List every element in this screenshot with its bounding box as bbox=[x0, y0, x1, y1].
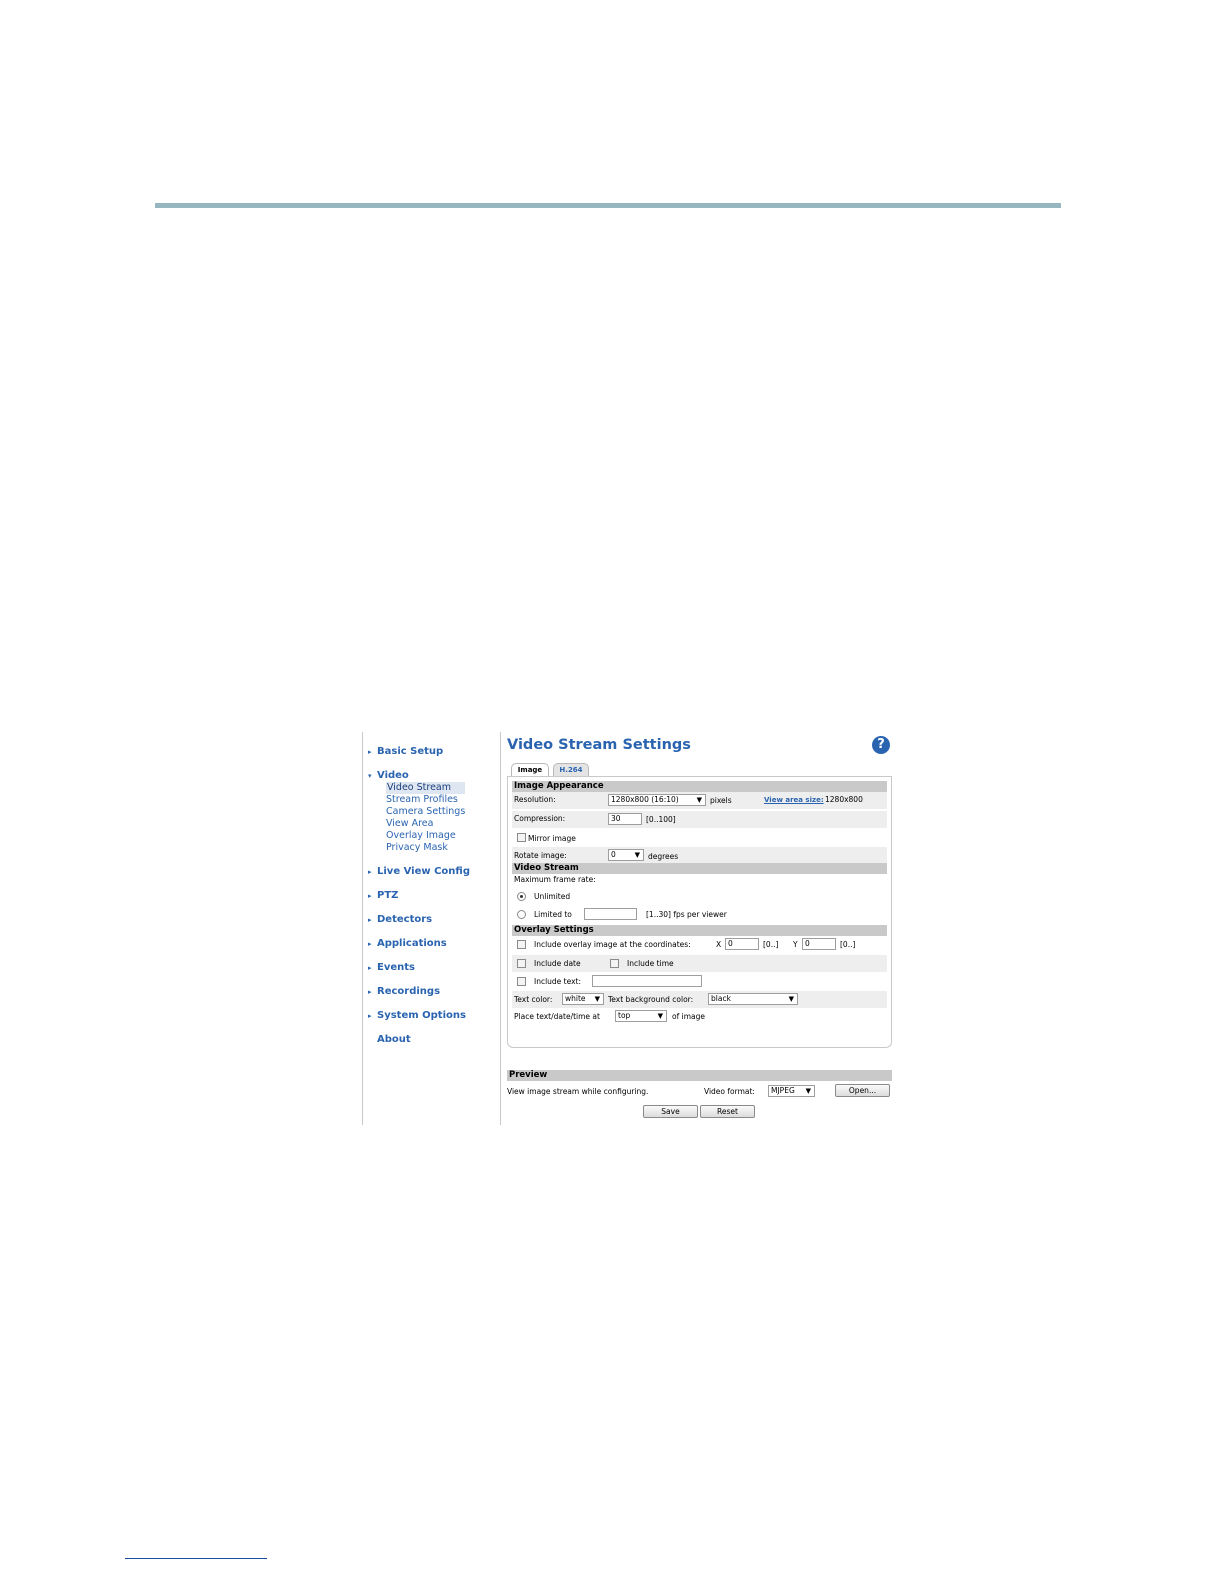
include-text-checkbox[interactable] bbox=[517, 977, 526, 986]
sidebar-item-basic-setup[interactable]: ▸ Basic Setup bbox=[368, 746, 444, 757]
resolution-select[interactable]: 1280x800 (16:10) ▼ bbox=[608, 794, 706, 806]
limited-radio[interactable] bbox=[517, 910, 526, 919]
dropdown-arrow-icon: ▼ bbox=[634, 851, 640, 859]
rotate-row bbox=[512, 847, 887, 864]
caret-right-icon: ▸ bbox=[368, 1012, 372, 1020]
overlay-image-row bbox=[512, 936, 887, 953]
dropdown-arrow-icon: ▼ bbox=[657, 1012, 663, 1020]
section-video-stream: Video Stream bbox=[512, 863, 887, 874]
include-date-label: Include date bbox=[534, 959, 581, 968]
include-text-label: Include text: bbox=[534, 977, 582, 986]
caret-right-icon: ▸ bbox=[368, 748, 372, 756]
overlay-y-input[interactable]: 0 bbox=[802, 938, 836, 950]
caret-right-icon: ▸ bbox=[368, 892, 372, 900]
date-time-row bbox=[512, 955, 887, 972]
unlimited-label: Unlimited bbox=[534, 892, 571, 901]
save-button[interactable]: Save bbox=[643, 1105, 698, 1118]
mirror-row bbox=[512, 830, 887, 847]
sidebar-item-live-view-config[interactable]: ▸ Live View Config bbox=[368, 866, 470, 877]
subnav-camera-settings[interactable]: Camera Settings bbox=[386, 806, 466, 817]
sidebar-item-video[interactable]: ▾ Video bbox=[368, 770, 409, 781]
compression-range: [0..100] bbox=[646, 815, 676, 824]
camera-settings-ui bbox=[362, 732, 892, 1125]
limited-label: Limited to bbox=[534, 910, 572, 919]
overlay-x-input[interactable]: 0 bbox=[725, 938, 759, 950]
footer-rule bbox=[125, 1558, 267, 1559]
mirror-image-label: Mirror image bbox=[528, 834, 576, 843]
tab-h264[interactable]: H.264 bbox=[553, 763, 589, 777]
resolution-row bbox=[512, 792, 887, 809]
compression-row bbox=[512, 811, 887, 828]
dropdown-arrow-icon: ▼ bbox=[805, 1087, 811, 1095]
page-title: Video Stream Settings bbox=[507, 737, 691, 753]
tab-image[interactable]: Image bbox=[511, 763, 549, 777]
video-format-label: Video format: bbox=[704, 1087, 755, 1096]
place-text-select[interactable]: top ▼ bbox=[615, 1010, 667, 1022]
open-button[interactable]: Open... bbox=[835, 1084, 890, 1097]
dropdown-arrow-icon: ▼ bbox=[696, 796, 702, 804]
caret-right-icon: ▸ bbox=[368, 988, 372, 996]
reset-button[interactable]: Reset bbox=[700, 1105, 755, 1118]
sidebar-item-ptz[interactable]: ▸ PTZ bbox=[368, 890, 399, 901]
page-top-rule bbox=[155, 203, 1061, 208]
include-overlay-checkbox[interactable] bbox=[517, 940, 526, 949]
view-area-size-value: 1280x800 bbox=[825, 795, 863, 804]
caret-down-icon: ▾ bbox=[368, 772, 372, 780]
sidebar-item-about[interactable]: About bbox=[377, 1034, 411, 1045]
limited-fps-input[interactable] bbox=[584, 908, 637, 920]
rotate-select[interactable]: 0 ▼ bbox=[608, 849, 644, 861]
unlimited-radio[interactable] bbox=[517, 892, 526, 901]
video-subnav bbox=[386, 782, 465, 854]
caret-right-icon: ▸ bbox=[368, 964, 372, 972]
include-time-label: Include time bbox=[627, 959, 674, 968]
caret-right-icon: ▸ bbox=[368, 868, 372, 876]
place-text-label: Place text/date/time at bbox=[514, 1012, 600, 1021]
resolution-unit: pixels bbox=[710, 796, 732, 805]
subnav-overlay-image[interactable]: Overlay Image bbox=[386, 830, 456, 841]
max-frame-rate-label: Maximum frame rate: bbox=[514, 875, 596, 884]
max-frame-rate-row bbox=[512, 874, 887, 888]
preview-row bbox=[507, 1084, 892, 1100]
rotate-unit: degrees bbox=[648, 852, 679, 861]
x-range: [0..] bbox=[763, 940, 779, 949]
resolution-label: Resolution: bbox=[514, 795, 556, 804]
include-date-checkbox[interactable] bbox=[517, 959, 526, 968]
y-range: [0..] bbox=[840, 940, 856, 949]
subnav-video-stream[interactable]: Video Stream bbox=[386, 782, 465, 794]
limited-range: [1..30] fps per viewer bbox=[646, 910, 727, 919]
text-bg-color-label: Text background color: bbox=[608, 995, 694, 1004]
sidebar-item-system-options[interactable]: ▸ System Options bbox=[368, 1010, 466, 1021]
include-text-row bbox=[512, 973, 887, 990]
subnav-view-area[interactable]: View Area bbox=[386, 818, 434, 829]
section-image-appearance: Image Appearance bbox=[512, 781, 887, 792]
sidebar-item-detectors[interactable]: ▸ Detectors bbox=[368, 914, 433, 925]
dropdown-arrow-icon: ▼ bbox=[788, 995, 794, 1003]
rotate-label: Rotate image: bbox=[514, 851, 567, 860]
sidebar-item-recordings[interactable]: ▸ Recordings bbox=[368, 986, 441, 997]
dropdown-arrow-icon: ▼ bbox=[594, 995, 600, 1003]
subnav-stream-profiles[interactable]: Stream Profiles bbox=[386, 794, 458, 805]
sidebar-item-applications[interactable]: ▸ Applications bbox=[368, 938, 447, 949]
section-preview: Preview bbox=[507, 1070, 892, 1081]
view-area-size-link[interactable]: View area size: bbox=[764, 796, 824, 804]
sidebar-item-events[interactable]: ▸ Events bbox=[368, 962, 415, 973]
place-text-suffix: of image bbox=[672, 1012, 705, 1021]
section-overlay-settings: Overlay Settings bbox=[512, 925, 887, 936]
place-text-row bbox=[512, 1008, 887, 1025]
subnav-privacy-mask[interactable]: Privacy Mask bbox=[386, 842, 448, 853]
video-format-select[interactable]: MJPEG ▼ bbox=[768, 1085, 815, 1097]
caret-right-icon: ▸ bbox=[368, 940, 372, 948]
help-icon[interactable]: ? bbox=[872, 736, 890, 754]
settings-panel bbox=[507, 776, 892, 1048]
compression-label: Compression: bbox=[514, 814, 566, 823]
compression-input[interactable]: 30 bbox=[608, 813, 642, 825]
main-content bbox=[507, 732, 892, 1125]
include-time-checkbox[interactable] bbox=[610, 959, 619, 968]
unlimited-row bbox=[512, 888, 887, 905]
y-label: Y bbox=[793, 940, 798, 949]
mirror-image-checkbox[interactable] bbox=[517, 833, 526, 842]
caret-right-icon: ▸ bbox=[368, 916, 372, 924]
include-overlay-label: Include overlay image at the coordinates: bbox=[534, 940, 691, 949]
limited-row bbox=[512, 906, 887, 923]
text-bg-color-select[interactable]: black ▼ bbox=[708, 993, 798, 1005]
text-color-row bbox=[512, 991, 887, 1008]
include-text-input[interactable] bbox=[592, 975, 702, 987]
text-color-label: Text color: bbox=[514, 995, 553, 1004]
sidebar bbox=[362, 732, 501, 1125]
preview-description: View image stream while configuring. bbox=[507, 1087, 649, 1096]
x-label: X bbox=[716, 940, 722, 949]
text-color-select[interactable]: white ▼ bbox=[562, 993, 604, 1005]
